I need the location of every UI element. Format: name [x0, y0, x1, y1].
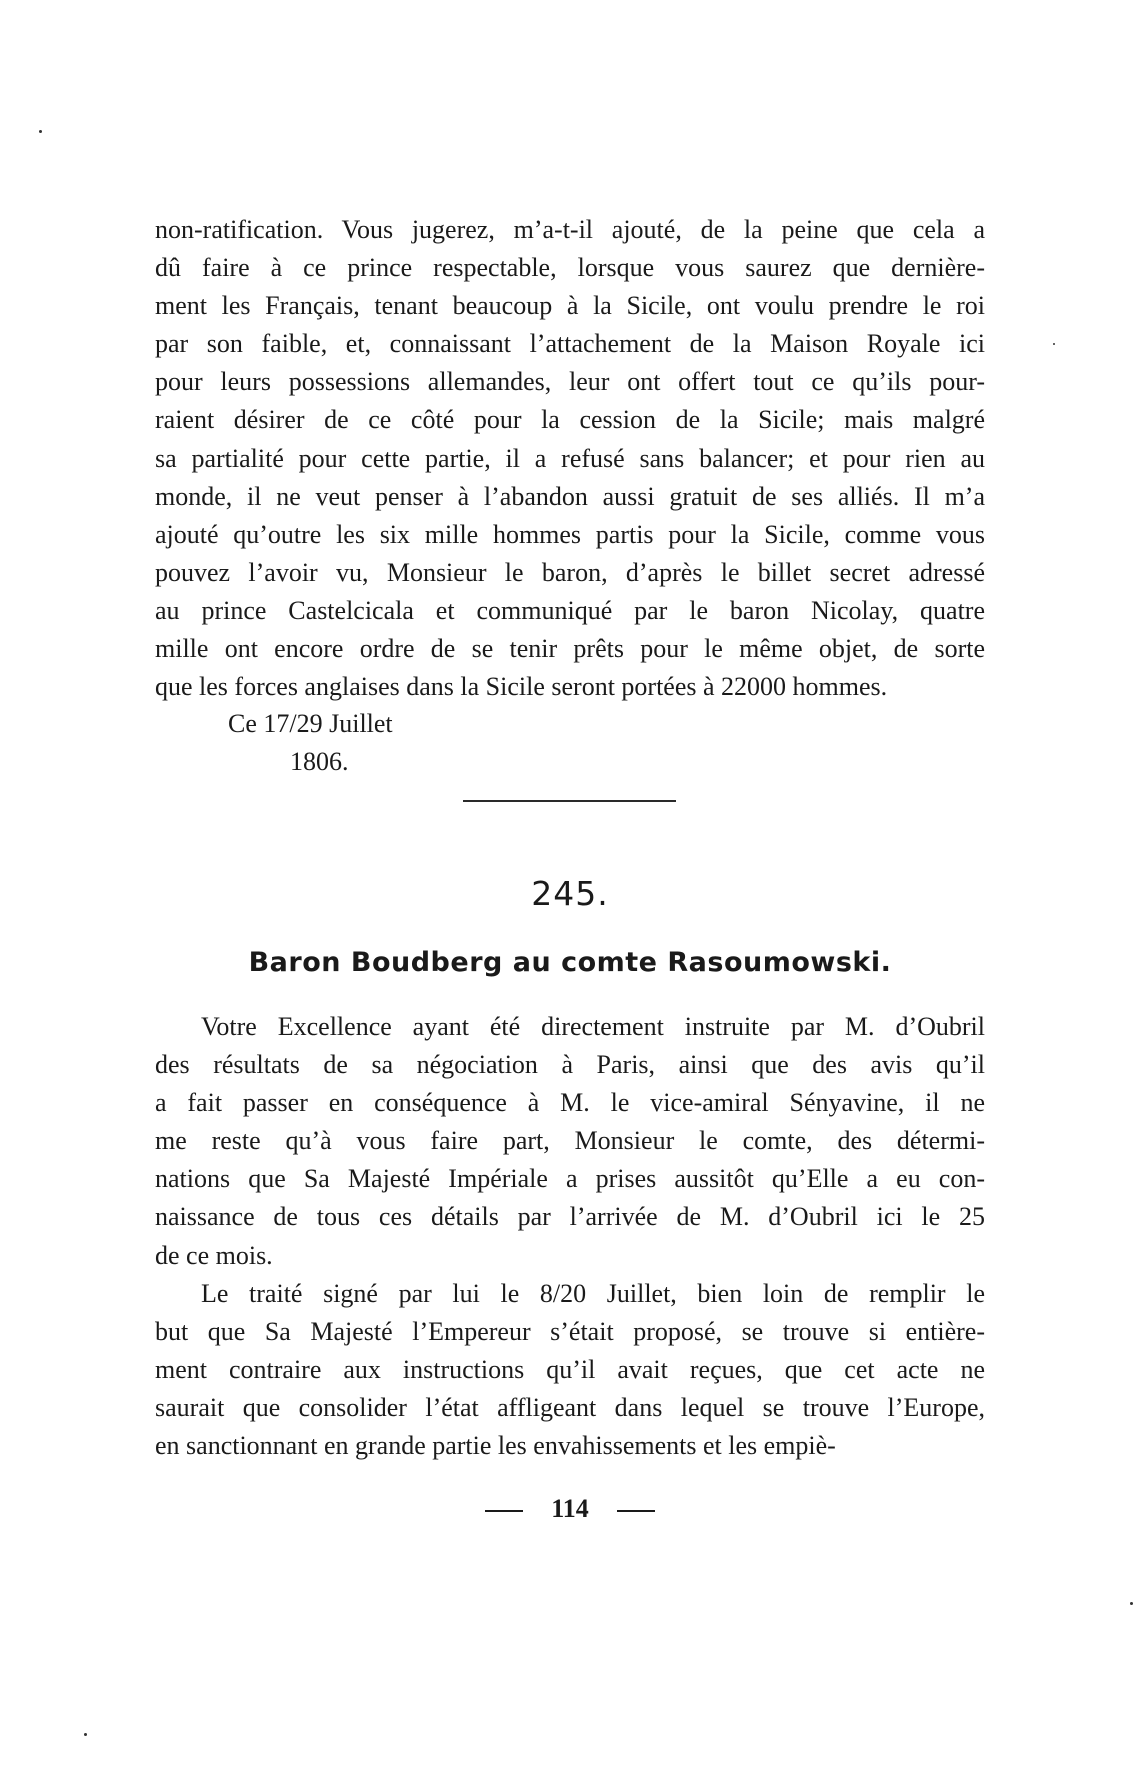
text-line: saurait que consolider l’état affligeant dans lequel se trouve l’Europe, — [155, 1392, 985, 1422]
text-line: en sanctionnant en grande partie les envahissements et les empiè- — [155, 1431, 836, 1461]
text-line: mille ont encore ordre de se tenir prêts pour le même objet, de sorte — [155, 634, 985, 664]
date-line-2: 1806. — [290, 747, 349, 776]
text-line: des résultats de sa négociation à Paris, ainsi que des avis qu’il — [155, 1050, 985, 1080]
folio-dash-right — [617, 1510, 655, 1512]
document-body — [155, 1008, 985, 1465]
section-divider — [463, 800, 676, 802]
print-speck — [1130, 1602, 1133, 1605]
paragraph-1 — [155, 1008, 985, 1275]
text-line: de ce mois. — [155, 1240, 273, 1270]
text-line: a fait passer en conséquence à M. le vice-amiral Sényavine, il ne — [155, 1088, 985, 1118]
text-line: monde, il ne veut penser à l’abandon aussi gratuit de ses alliés. Il m’a — [155, 481, 985, 511]
text-line: me reste qu’à vous faire part, Monsieur le comte, des détermi- — [155, 1126, 985, 1156]
print-speck — [39, 130, 42, 133]
text-line: ment contraire aux instructions qu’il avait reçues, que cet acte ne — [155, 1354, 985, 1384]
text-line: nations que Sa Majesté Impériale a prises aussitôt qu’Elle a eu con- — [155, 1164, 985, 1194]
text-line: but que Sa Majesté l’Empereur s’était proposé, se trouve si entière- — [155, 1316, 985, 1346]
text-line: pouvez l’avoir vu, Monsieur le baron, d’après le billet secret adressé — [155, 557, 985, 587]
text-line: ment les Français, tenant beaucoup à la Sicile, ont voulu prendre le roi — [155, 291, 985, 321]
text-line: raient désirer de ce côté pour la cession de la Sicile; mais malgré — [155, 405, 985, 435]
date-line-1: Ce 17/29 Juillet — [228, 709, 393, 738]
text-line: par son faible, et, connaissant l’attachement de la Maison Royale ici — [155, 329, 985, 359]
text-line: sa partialité pour cette partie, il a refusé sans balancer; et pour rien au — [155, 443, 985, 473]
text-line: que les forces anglaises dans la Sicile seront portées à 22000 hommes. — [155, 672, 888, 702]
folio-dash-left — [485, 1510, 523, 1512]
page-number: 114 — [551, 1494, 589, 1523]
text-line: Votre Excellence ayant été directement instruite par M. d’Oubril — [201, 1012, 985, 1041]
letter-end-text — [155, 211, 985, 706]
print-speck — [84, 1733, 87, 1736]
paragraph-2 — [155, 1275, 985, 1465]
document-heading: Baron Boudberg au comte Rasoumowski. — [248, 947, 892, 978]
print-speck — [1053, 343, 1055, 345]
text-line: non-ratification. Vous jugerez, m’a-t-il ajouté, de la peine que cela a — [155, 215, 985, 244]
text-line: naissance de tous ces détails par l’arrivée de M. d’Oubril ici le 25 — [155, 1202, 985, 1232]
text-line: ajouté qu’outre les six mille hommes partis pour la Sicile, comme vous — [155, 519, 985, 549]
text-line: au prince Castelcicala et communiqué par le baron Nicolay, quatre — [155, 595, 985, 625]
text-line: pour leurs possessions allemandes, leur ont offert tout ce qu’ils pour- — [155, 367, 985, 397]
page-folio — [0, 1494, 1140, 1524]
text-line: dû faire à ce prince respectable, lorsque vous saurez que dernière- — [155, 253, 985, 283]
document-number: 245. — [531, 874, 609, 913]
text-line: Le traité signé par lui le 8/20 Juillet, bien loin de remplir le — [201, 1278, 985, 1308]
